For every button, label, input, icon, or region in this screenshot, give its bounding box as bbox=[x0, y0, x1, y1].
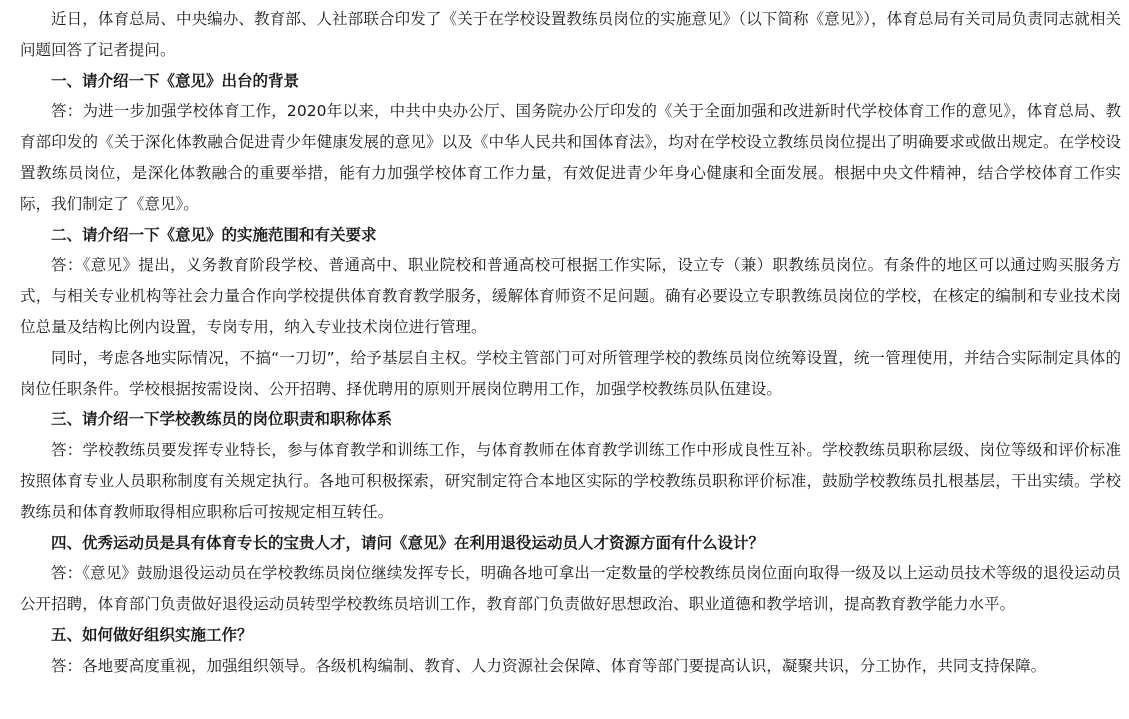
intro-paragraph: 近日，体育总局、中央编办、教育部、人社部联合印发了《关于在学校设置教练员岗位的实施意见》（以下简称《意见》），体育总局有关司局负责同志就相关问题回答了记者提问。 bbox=[20, 10, 1121, 59]
section-5-paragraph-1: 答：各地要高度重视，加强组织领导。各级机构编制、教育、人力资源社会保障、体育等部门要提高认识，凝聚共识，分工协作，共同支持保障。 bbox=[51, 656, 1047, 675]
section-1-paragraph-1: 答：为进一步加强学校体育工作，2020年以来，中共中央办公厅、国务院办公厅印发的《关于全面加强和改进新时代学校体育工作的意见》，体育总局、教育部印发的《关于深化体教融合促进青少年健康发展的意见》以及《中华人民共和国体育法》，均对在学校设立教练员岗位提出了明确要求或做出规定。在学校设置教练员岗位，是深化体教融合的重要举措，能有力加强学校体育工作力量，有效促进青少年身心健康和全面发展。根据中央文件精神，结合学校体育工作实际，我们制定了《意见》。 bbox=[20, 102, 1121, 213]
section-3-heading: 三、请介绍一下学校教练员的岗位职责和职称体系 bbox=[51, 410, 393, 429]
section-1-heading: 一、请介绍一下《意见》出台的背景 bbox=[51, 71, 300, 90]
section-2-paragraph-2: 同时，考虑各地实际情况，不搞“一刀切”，给予基层自主权。学校主管部门可对所管理学校的教练员岗位统筹设置，统一管理使用，并结合实际制定具体的岗位任职条件。学校根据按需设岗、公开招聘、择优聘用的原则开展岗位聘用工作，加强学校教练员队伍建设。 bbox=[20, 348, 1121, 398]
section-4-paragraph-1: 答：《意见》鼓励退役运动员在学校教练员岗位继续发挥专长，明确各地可拿出一定数量的学校教练员岗位面向取得一级及以上运动员技术等级的退役运动员公开招聘，体育部门负责做好退役运动员转型学校教练员培训工作，教育部门负责做好思想政治、职业道德和教学培训，提高教育教学能力水平。 bbox=[20, 564, 1121, 614]
section-5-heading: 五、如何做好组织实施工作？ bbox=[51, 625, 253, 644]
section-4-heading: 四、优秀运动员是具有体育专长的宝贵人才，请问《意见》在利用退役运动员人才资源方面有什么设计？ bbox=[51, 533, 765, 552]
section-2-heading: 二、请介绍一下《意见》的实施范围和有关要求 bbox=[51, 225, 377, 244]
section-3-paragraph-1: 答：学校教练员要发挥专业特长，参与体育教学和训练工作，与体育教师在体育教学训练工作中形成良性互补。学校教练员职称层级、岗位等级和评价标准按照体育专业人员职称制度有关规定执行。各地可积极探索，研究制定符合本地区实际的学校教练员职称评价标准，鼓励学校教练员扎根基层，干出实绩。学校教练员和体育教师取得相应职称后可按规定相互转任。 bbox=[20, 441, 1121, 521]
section-2-paragraph-1: 答：《意见》提出，义务教育阶段学校、普通高中、职业院校和普通高校可根据工作实际，设立专（兼）职教练员岗位。有条件的地区可以通过购买服务方式，与相关专业机构等社会力量合作向学校提供体育教育教学服务，缓解体育师资不足问题。确有必要设立专职教练员岗位的学校，在核定的编制和专业技术岗位总量及结构比例内设置，专岗专用，纳入专业技术岗位进行管理。 bbox=[20, 256, 1121, 336]
